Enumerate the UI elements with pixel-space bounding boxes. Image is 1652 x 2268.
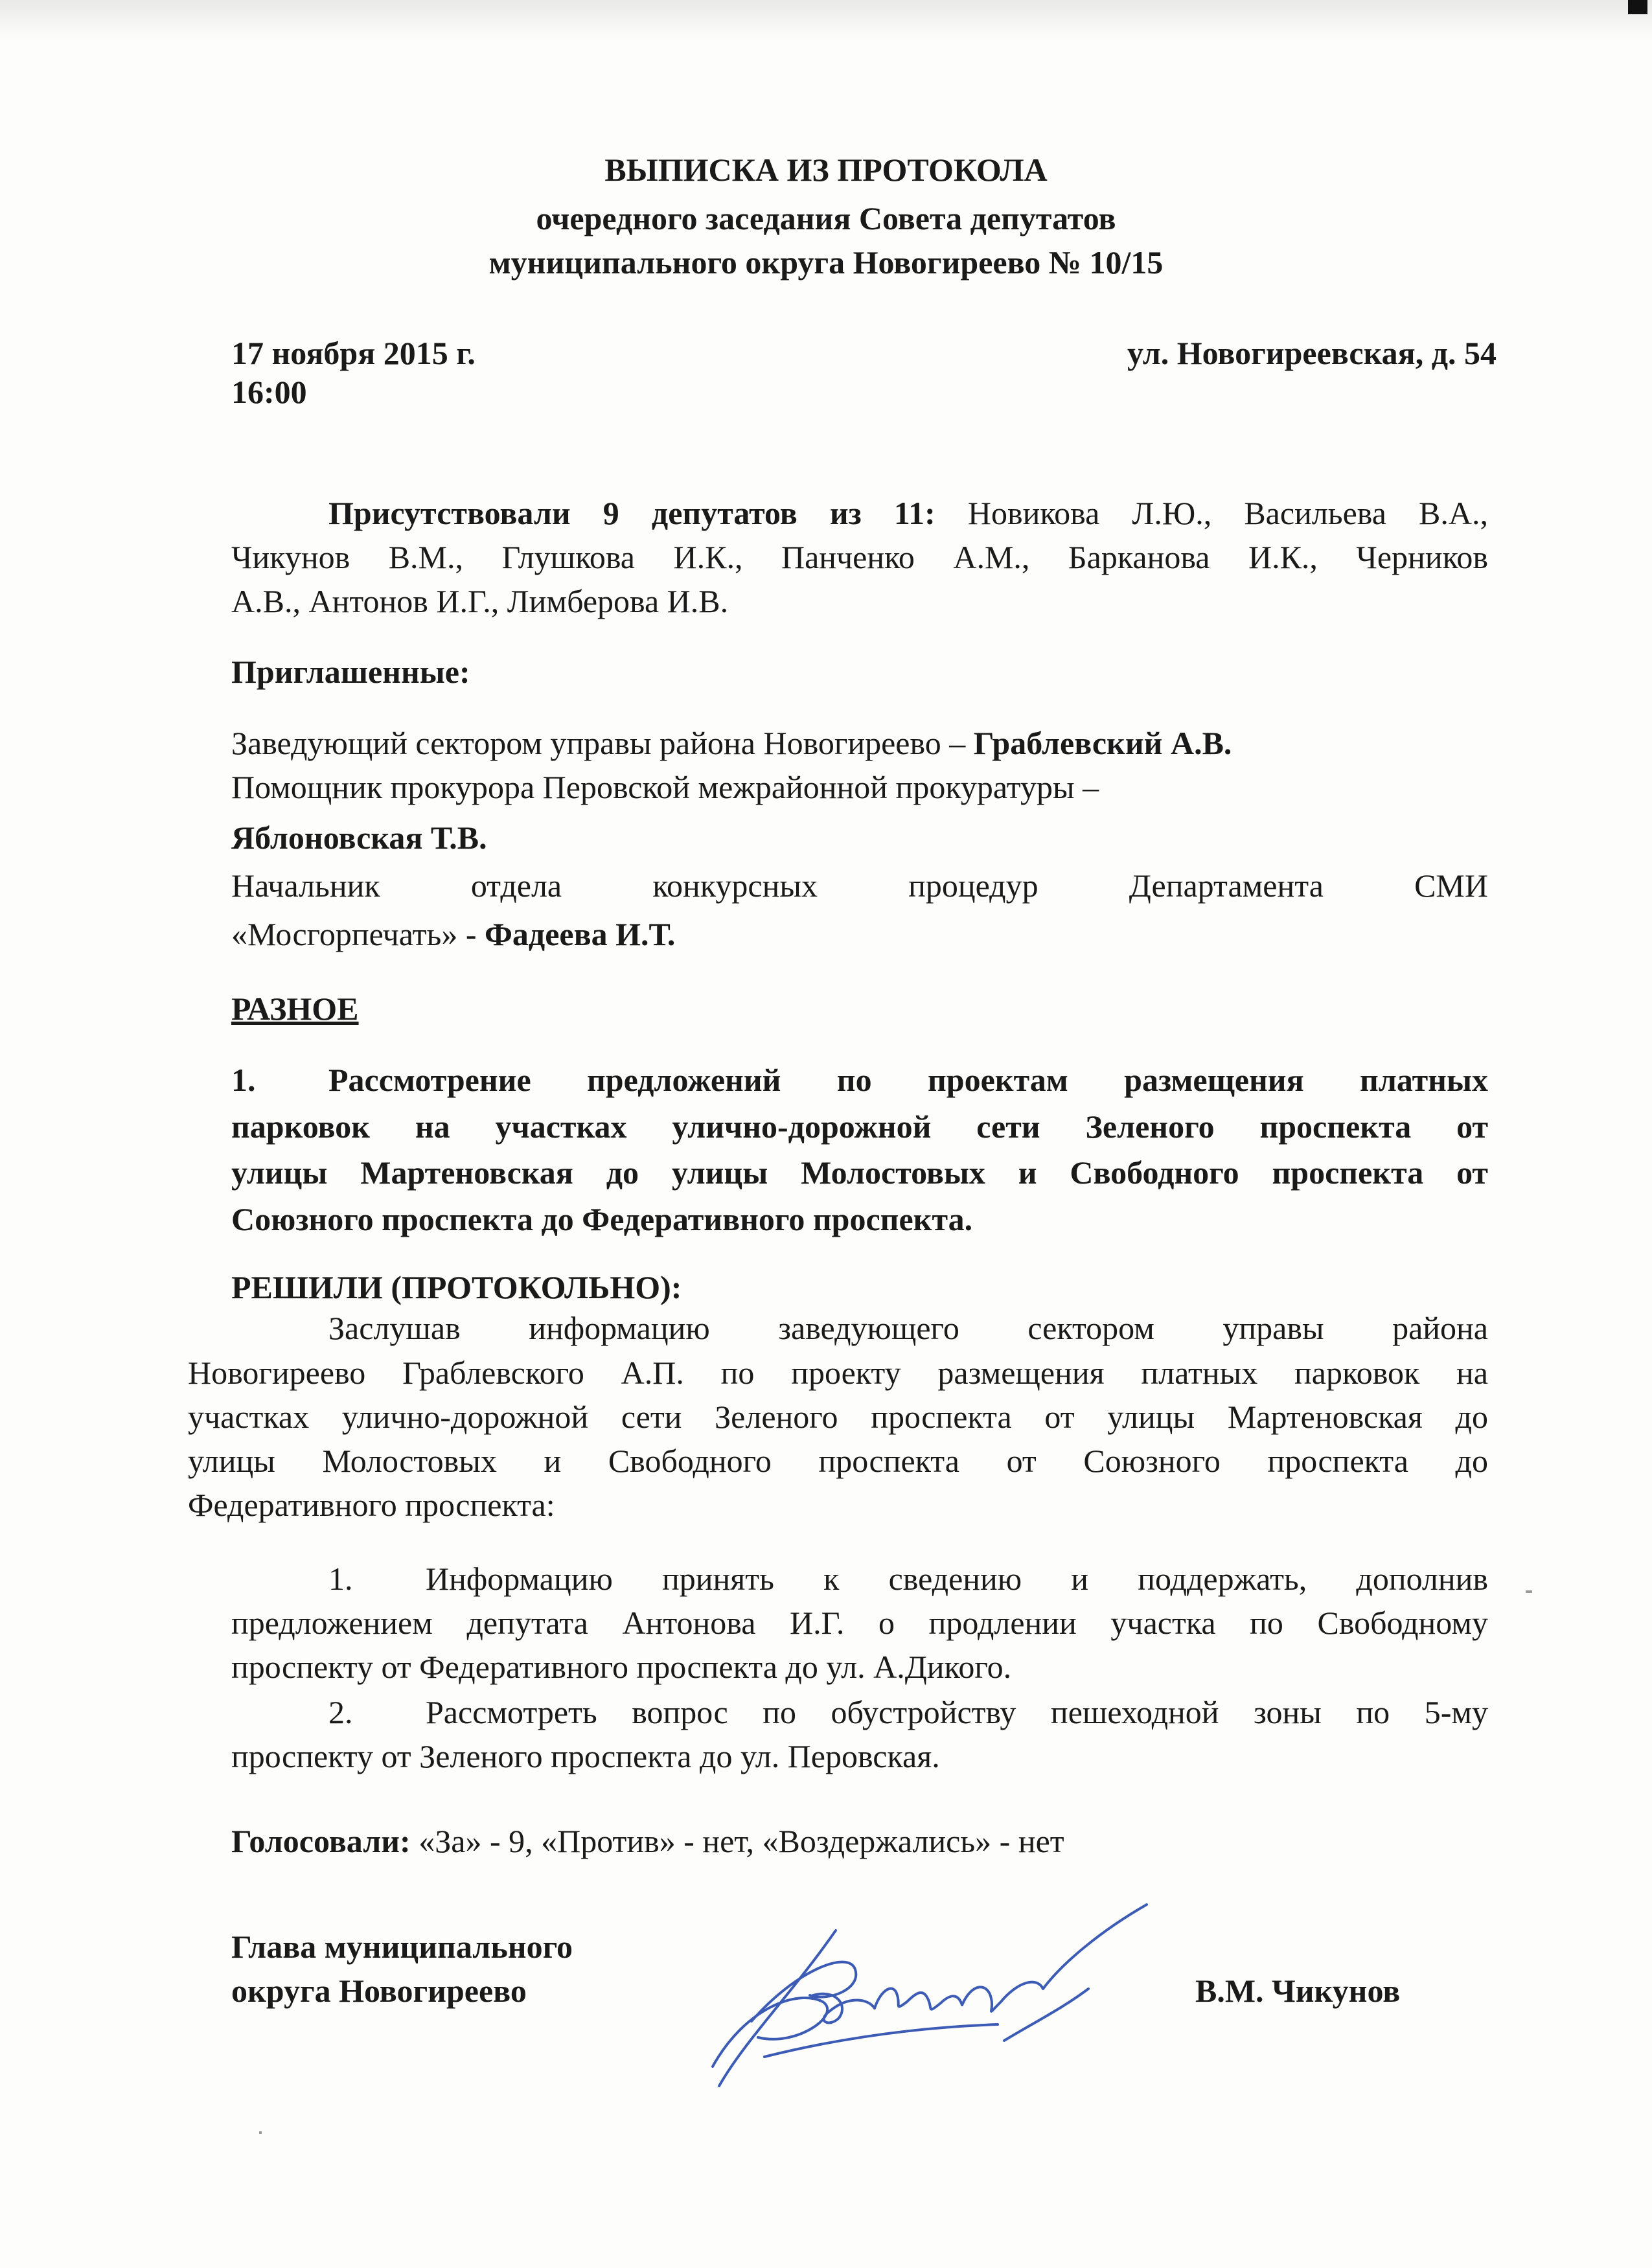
invited-3: [231, 910, 675, 959]
scan-dust-mark: [1526, 1590, 1532, 1593]
attendance-lead: Присутствовали 9 депутатов из 11:: [328, 495, 935, 531]
attendance-names-1: Новикова Л.Ю., Васильева В.А.,: [967, 495, 1488, 531]
decision-point-1-text-1: Информацию принять к сведению и поддержать, дополнив: [426, 1561, 1488, 1597]
meeting-date: 17 ноября 2015 г.: [231, 335, 476, 371]
decision-point-2-number: 2.: [328, 1694, 353, 1730]
decision-point-1-line-2: предложением депутата Антонова И.Г. о продлении участка по Свободному: [231, 1605, 1488, 1641]
vote-label: Голосовали:: [231, 1823, 411, 1859]
decision-point-2-line-2: проспекту от Зеленого проспекта до ул. Перовская.: [231, 1738, 940, 1774]
attendance-line-2: Чикунов В.М., Глушкова И.К., Панченко А.М., Барканова И.К., Черников: [231, 539, 1488, 575]
decision-point-1-number: 1.: [328, 1561, 353, 1597]
agenda-item-number: 1.: [231, 1062, 256, 1098]
decision-intro-5: Федеративного проспекта:: [188, 1487, 555, 1523]
scan-shadow: [0, 0, 1652, 39]
decision-intro-2: Новогиреево Граблевского А.П. по проекту размещения платных парковок на: [188, 1355, 1488, 1391]
decision-intro-4: улицы Молостовых и Свободного проспекта от Союзного проспекта до: [188, 1443, 1488, 1479]
decision-point-1-line-1: [328, 1555, 1488, 1603]
document-subtitle-line-1: очередного заседания Совета депутатов: [536, 200, 1116, 236]
agenda-item-line-3: улицы Мартеновская до улицы Молостовых и Свободного проспекта от: [231, 1154, 1488, 1191]
document-title: ВЫПИСКА ИЗ ПРОТОКОЛА: [604, 152, 1048, 188]
scan-dust-dot: [259, 2131, 262, 2134]
invited-2-role: Помощник прокурора Перовской межрайонной прокуратуры –: [231, 769, 1099, 805]
attendance-line-3: А.В., Антонов И.Г., Лимберова И.В.: [231, 583, 729, 619]
agenda-item-text-1: Рассмотрение предложений по проектам размещения платных: [328, 1062, 1488, 1098]
decision-point-2-text-1: Рассмотреть вопрос по обустройству пешеходной зоны по 5-му: [426, 1694, 1488, 1730]
vote-text: «За» - 9, «Против» - нет, «Воздержались» - нет: [410, 1823, 1064, 1859]
document-subtitle-line-2: муниципального округа Новогиреево № 10/15: [488, 244, 1164, 281]
invited-heading: Приглашенные:: [231, 654, 470, 690]
invited-3-name: Фадеева И.Т.: [484, 916, 676, 952]
meeting-address: ул. Новогиреевская, д. 54: [1127, 335, 1497, 371]
signatory-name: В.М. Чикунов: [1195, 1973, 1401, 2009]
agenda-item-line-2: парковок на участках улично-дорожной сети Зеленого проспекта от: [231, 1108, 1488, 1145]
agenda-item-line-4: Союзного проспекта до Федеративного проспекта.: [231, 1201, 973, 1237]
signatory-title-2: округа Новогиреево: [231, 1973, 527, 2009]
signatory-title-1: Глава муниципального: [231, 1929, 573, 1965]
decision-point-1-line-3: проспекту от Федеративного проспекта до ул. А.Дикого.: [231, 1649, 1012, 1685]
agenda-item-line-1: [231, 1056, 1488, 1105]
decision-heading: РЕШИЛИ (ПРОТОКОЛЬНО):: [231, 1269, 682, 1305]
invited-1: [231, 719, 1232, 768]
invited-2-name: Яблоновская Т.В.: [231, 819, 487, 856]
invited-1-role: Заведующий сектором управы района Новогиреево –: [231, 725, 974, 761]
handwritten-signature: [700, 1892, 1166, 2112]
invited-3-role-tail: «Мосгорпечать» -: [231, 916, 485, 952]
decision-intro-1: Заслушав информацию заведующего сектором управы района: [328, 1310, 1488, 1346]
meeting-time: 16:00: [231, 374, 307, 410]
attendance-line-1: [231, 489, 1488, 538]
decision-intro-3: участках улично-дорожной сети Зеленого проспекта от улицы Мартеновская до: [188, 1399, 1488, 1435]
section-heading: РАЗНОЕ: [231, 991, 359, 1027]
vote-result: [231, 1817, 1064, 1866]
scan-corner-mark: [1628, 0, 1647, 14]
decision-point-2-line-1: [328, 1688, 1488, 1737]
invited-3-role: Начальник отдела конкурсных процедур Департамента СМИ: [231, 867, 1488, 904]
invited-1-name: Граблевский А.В.: [973, 725, 1232, 761]
